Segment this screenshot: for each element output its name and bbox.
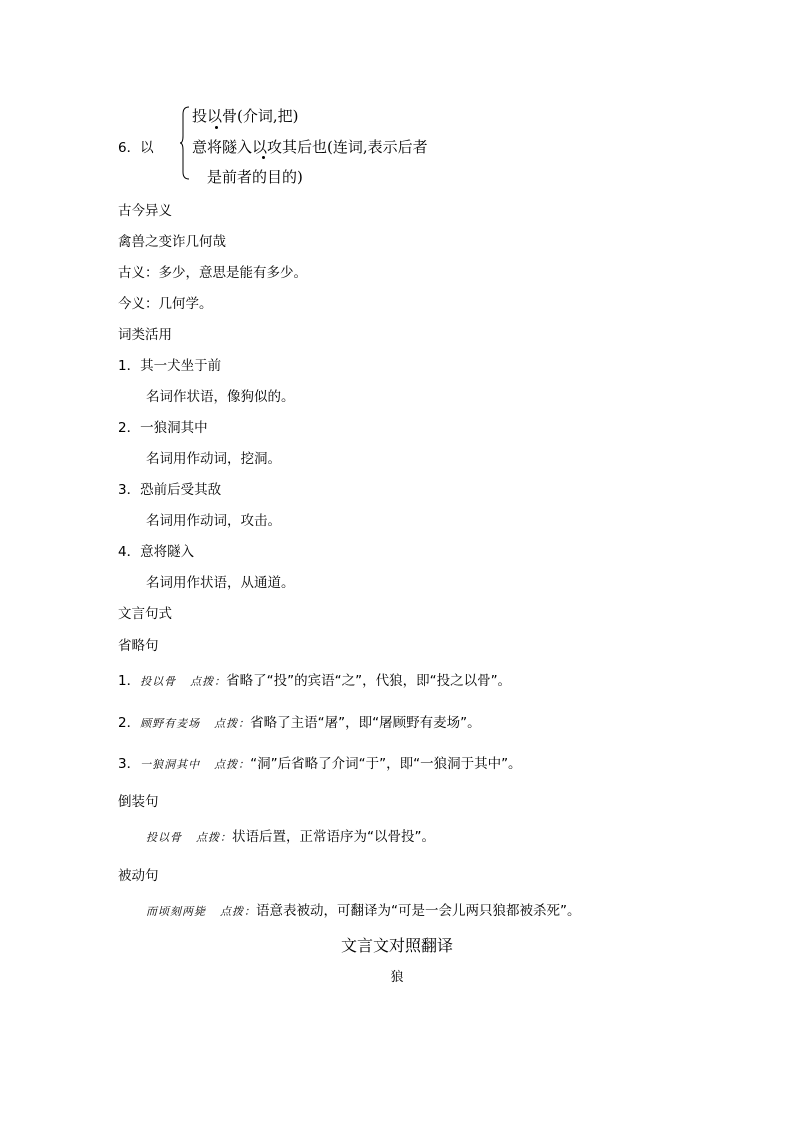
daozhuang-item <box>146 825 435 845</box>
item-number: 2． <box>118 715 141 731</box>
translation-subtitle: 狼 <box>390 970 404 985</box>
key-phrase: 投以骨 <box>140 675 177 688</box>
key-phrase: 顾野有麦场 <box>140 717 201 730</box>
cilei-question: 4．意将隧入 <box>118 544 195 560</box>
item-6-line-1: 投以骨(介词,把) <box>192 107 299 125</box>
hint-label: 点拨： <box>214 717 251 730</box>
heading-cilei: 词类活用 <box>118 327 172 343</box>
gujin-phrase: 禽兽之变诈几何哉 <box>118 234 226 250</box>
hint-label: 点拨： <box>190 675 227 688</box>
cilei-question: 3．恐前后受其敌 <box>118 482 222 498</box>
hint-label: 点拨： <box>220 905 256 918</box>
shenglue-item <box>118 669 511 689</box>
key-phrase: 投以骨 <box>146 831 182 844</box>
hint-label: 点拨： <box>214 758 251 771</box>
heading-jushi: 文言句式 <box>118 606 172 622</box>
shenglue-item <box>118 711 481 731</box>
cilei-answer: 名词作状语，像狗似的。 <box>146 389 295 405</box>
heading-gujin: 古今异义 <box>118 203 172 219</box>
item-6-line-2: 意将隧入以攻其后也(连词,表示后者 <box>192 138 428 156</box>
emphasis-dot <box>215 126 218 129</box>
translation-title: 文言文对照翻译 <box>340 936 453 955</box>
shenglue-item <box>118 752 522 772</box>
hint-text: 省略了“投”的宾语“之”，代狼，即“投之以骨”。 <box>226 673 512 689</box>
heading-beidong: 被动句 <box>118 868 159 884</box>
cilei-answer: 名词用作状语，从通道。 <box>146 575 295 591</box>
heading-shenglue: 省略句 <box>118 638 159 654</box>
cilei-question: 2．一狼洞其中 <box>118 420 208 436</box>
hint-text: “洞”后省略了介词“于”，即“一狼洞于其中”。 <box>250 756 522 772</box>
beidong-item <box>146 899 581 919</box>
cilei-answer: 名词用作动词，攻击。 <box>146 513 281 529</box>
cilei-answer: 名词用作动词，挖洞。 <box>146 451 281 467</box>
item-6-line-3: 是前者的目的) <box>207 168 303 186</box>
key-phrase: 而顷刻两毙 <box>146 905 206 918</box>
hint-label: 点拨： <box>196 831 232 844</box>
cilei-question: 1．其一犬坐于前 <box>118 358 222 374</box>
heading-daozhuang: 倒装句 <box>118 794 159 810</box>
brace-icon <box>180 106 190 180</box>
hint-text: 状语后置，正常语序为“以骨投”。 <box>232 829 435 845</box>
item-number: 1． <box>118 673 141 689</box>
item-6-number: 6．以 <box>118 140 154 156</box>
key-phrase: 一狼洞其中 <box>140 758 201 771</box>
gujin-modern-meaning: 今义：几何学。 <box>118 296 213 312</box>
hint-text: 语意表被动，可翻译为“可是一会儿两只狼都被杀死”。 <box>256 903 581 919</box>
gujin-ancient-meaning: 古义：多少，意思是能有多少。 <box>118 265 307 281</box>
item-number: 3． <box>118 756 141 772</box>
hint-text: 省略了主语“屠”，即“屠顾野有麦场”。 <box>250 715 481 731</box>
emphasis-dot <box>262 156 265 159</box>
